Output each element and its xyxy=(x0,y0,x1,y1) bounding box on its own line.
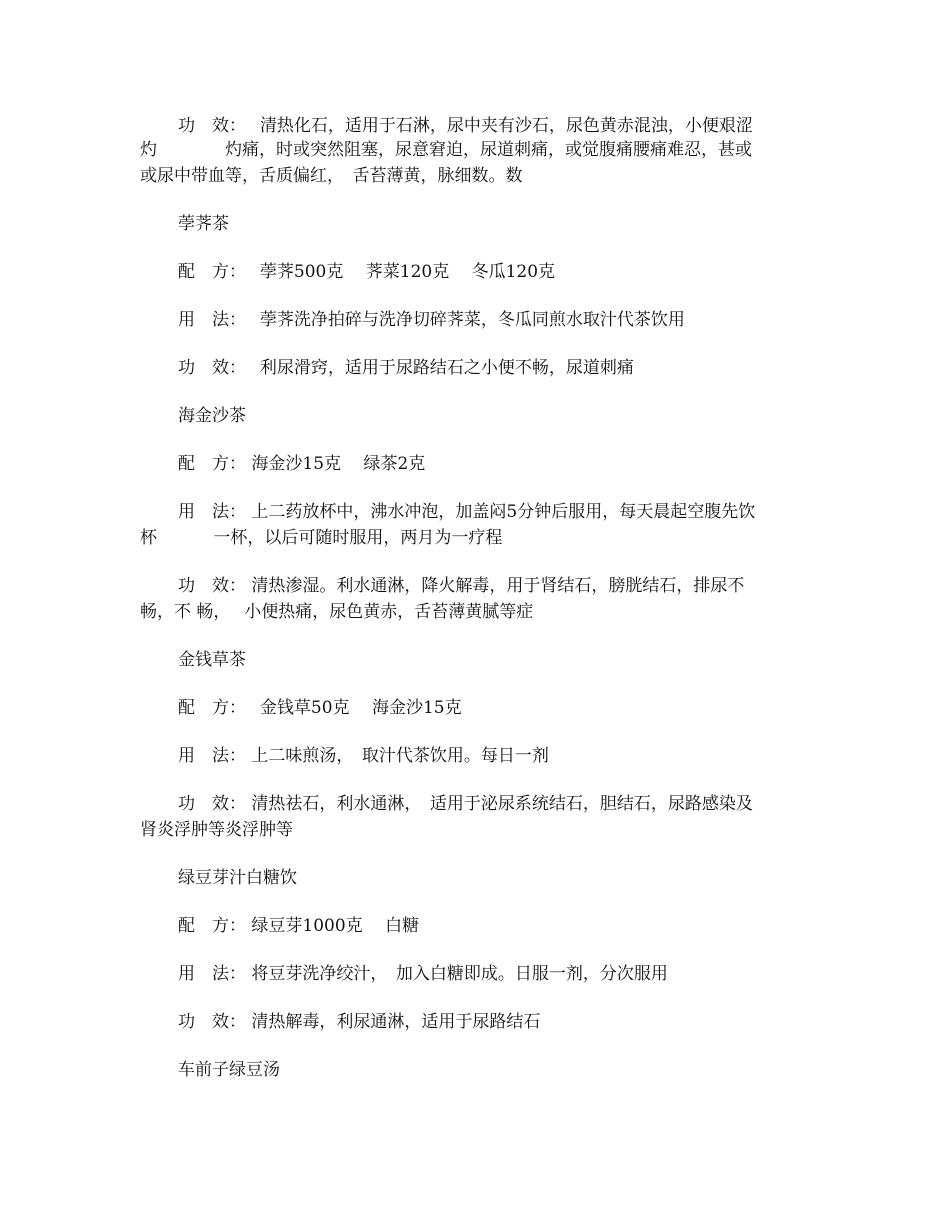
biqi-usage: 用 法： 荸荠洗净拍碎与洗净切碎荠菜，冬瓜同煎水取汁代茶饮用 xyxy=(178,310,685,330)
haijinsha-usage-line-2: 杯 一杯，以后可随时服用，两月为一疗程 xyxy=(140,528,503,548)
recipe-title-jinqiancao-tea: 金钱草茶 xyxy=(178,650,246,670)
haijinsha-effect-line-1: 功 效： 清热渗湿。利水通淋，降火解毒，用于肾结石，膀胱结石，排尿不 xyxy=(178,576,745,596)
jinqiancao-usage: 用 法： 上二味煎汤， 取汁代茶饮用。每日一剂 xyxy=(178,746,549,766)
mungbean-sprout-usage: 用 法： 将豆芽洗净绞汁， 加入白糖即成。日服一剂，分次服用 xyxy=(178,964,668,984)
haijinsha-usage-line-1: 用 法： 上二药放杯中，沸水冲泡，加盖闷5分钟后服用，每天晨起空腹先饮 xyxy=(178,502,756,522)
mungbean-sprout-effect: 功 效： 清热解毒，利尿通淋，适用于尿路结石 xyxy=(178,1012,541,1032)
jinqiancao-formula: 配 方： 金钱草50克 海金沙15克 xyxy=(178,698,462,718)
effect-line-1: 功 效： 清热化石，适用于石淋，尿中夹有沙石，尿色黄赤混浊，小便艰涩 xyxy=(178,116,753,136)
biqi-effect: 功 效： 利尿滑窍，适用于尿路结石之小便不畅，尿道刺痛 xyxy=(178,358,634,378)
jinqiancao-effect-line-1: 功 效： 清热祛石，利水通淋， 适用于泌尿系统结石，胆结石，尿路感染及 xyxy=(178,794,753,814)
recipe-title-biqi-tea: 荸荠茶 xyxy=(178,214,229,234)
recipe-title-mungbean-sprout-drink: 绿豆芽汁白糖饮 xyxy=(178,868,297,888)
haijinsha-formula: 配 方： 海金沙15克 绿茶2克 xyxy=(178,454,426,474)
jinqiancao-effect-line-2: 肾炎浮肿等炎浮肿等 xyxy=(140,820,293,840)
effect-line-2: 灼 灼痛，时或突然阻塞，尿意窘迫，尿道刺痛，或觉腹痛腰痛难忍，甚或 xyxy=(140,140,752,160)
effect-line-3: 或尿中带血等，舌质偏红， 舌苔薄黄，脉细数。数 xyxy=(140,166,523,186)
recipe-title-cheqianzi-mungbean-soup: 车前子绿豆汤 xyxy=(178,1060,280,1080)
biqi-formula: 配 方： 荸荠500克 荠菜120克 冬瓜120克 xyxy=(178,262,556,282)
mungbean-sprout-formula: 配 方： 绿豆芽1000克 白糖 xyxy=(178,916,420,936)
haijinsha-effect-line-2: 畅，不 畅， 小便热痛，尿色黄赤，舌苔薄黄腻等症 xyxy=(140,602,534,622)
recipe-title-haijinsha-tea: 海金沙茶 xyxy=(178,406,246,426)
